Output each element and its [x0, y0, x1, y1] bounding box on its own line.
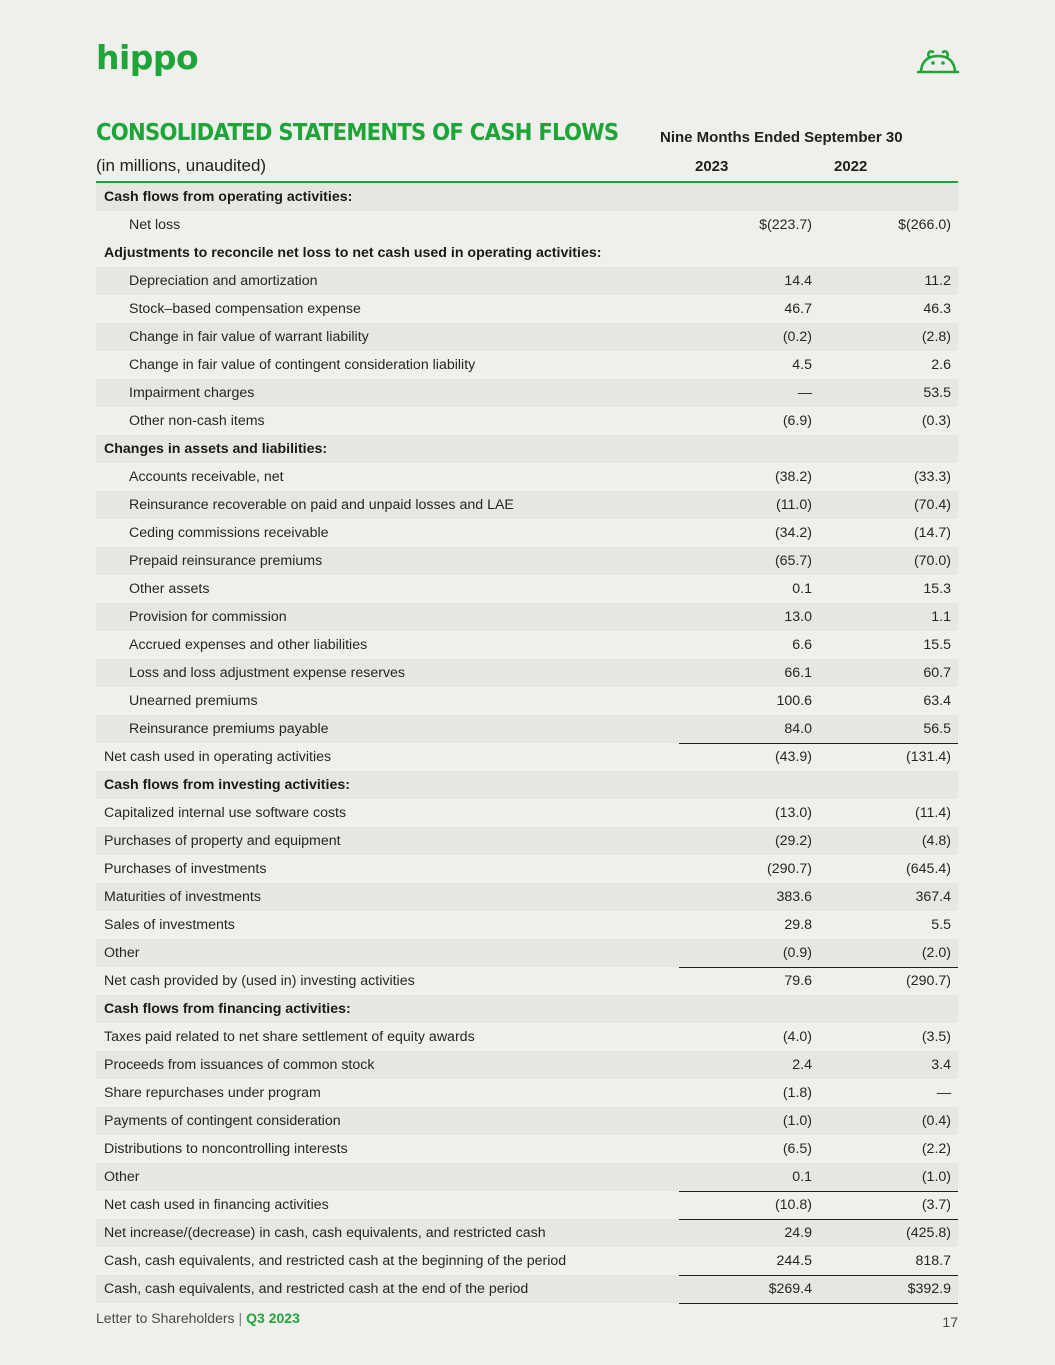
table-row — [96, 1023, 958, 1051]
row-label: Reinsurance recoverable on paid and unpaid losses and LAE — [129, 497, 514, 513]
value-2023: (1.0) — [782, 1113, 812, 1129]
row-label: Capitalized internal use software costs — [104, 805, 347, 821]
value-2022: 11.2 — [924, 273, 951, 289]
value-2022: $392.9 — [907, 1281, 951, 1297]
value-2023: — — [797, 385, 812, 401]
row-label: Cash, cash equivalents, and restricted cash at the end of the period — [104, 1281, 529, 1297]
value-2022: (33.3) — [913, 469, 951, 485]
table-row — [96, 659, 958, 687]
table-row — [96, 323, 958, 351]
row-label: Change in fair value of contingent consideration liability — [129, 357, 476, 373]
row-label: Net loss — [129, 217, 181, 233]
value-2023: (6.5) — [782, 1141, 812, 1157]
value-2023: $269.4 — [768, 1281, 812, 1297]
row-label: Cash, cash equivalents, and restricted cash at the beginning of the period — [104, 1253, 567, 1269]
table-row — [96, 1135, 958, 1163]
value-2022: (425.8) — [906, 1225, 951, 1241]
table-row — [96, 1191, 958, 1219]
table-row — [96, 603, 958, 631]
row-label: Loss and loss adjustment expense reserves — [129, 665, 406, 681]
value-2022: 56.5 — [923, 721, 951, 737]
table-row — [96, 939, 958, 967]
value-2023: 383.6 — [776, 889, 812, 905]
table-row — [96, 911, 958, 939]
value-2022: (2.0) — [921, 945, 951, 961]
row-label: Cash flows from financing activities: — [104, 1001, 351, 1017]
value-2023: (1.8) — [782, 1085, 812, 1101]
table-row — [96, 491, 958, 519]
table-row — [96, 1219, 958, 1247]
value-2023: (4.0) — [782, 1029, 812, 1045]
row-label: Net increase/(decrease) in cash, cash equivalents, and restricted cash — [104, 1225, 546, 1241]
value-2022: (3.5) — [921, 1029, 951, 1045]
row-label: Distributions to noncontrolling interests — [104, 1141, 348, 1157]
page-title: CONSOLIDATED STATEMENTS OF CASH FLOWS — [96, 120, 619, 146]
table-row — [96, 743, 958, 771]
row-label: Purchases of property and equipment — [104, 833, 341, 849]
value-2023: 24.9 — [784, 1225, 812, 1241]
value-2022: (2.8) — [921, 329, 951, 345]
value-2022: (14.7) — [913, 525, 951, 541]
value-2023: 79.6 — [784, 973, 812, 989]
row-label: Changes in assets and liabilities: — [104, 441, 328, 457]
row-label: Other non-cash items — [129, 413, 265, 429]
row-label: Maturities of investments — [104, 889, 261, 905]
value-2023: $(223.7) — [759, 217, 812, 233]
row-label: Accounts receivable, net — [129, 469, 284, 485]
row-label: Other — [104, 1169, 140, 1185]
footer-quarter: Q3 2023 — [246, 1310, 300, 1326]
row-label: Accrued expenses and other liabilities — [129, 637, 368, 653]
row-label: Net cash provided by (used in) investing activities — [104, 973, 415, 989]
value-2023: (38.2) — [774, 469, 812, 485]
value-2023: 13.0 — [784, 609, 812, 625]
table-row — [96, 211, 958, 239]
row-label: Stock–based compensation expense — [129, 301, 361, 317]
section-header-row — [96, 183, 958, 211]
value-2023: (11.0) — [775, 497, 812, 513]
value-2022: (70.4) — [913, 497, 951, 513]
table-row — [96, 1107, 958, 1135]
table-row — [96, 799, 958, 827]
table-row — [96, 547, 958, 575]
value-2022: — — [936, 1085, 951, 1101]
value-2023: (0.9) — [782, 945, 812, 961]
value-2023: 14.4 — [784, 273, 812, 289]
value-2023: 84.0 — [784, 721, 812, 737]
hippo-icon — [916, 47, 960, 75]
year-2022-header: 2022 — [834, 158, 868, 175]
table-row — [96, 1079, 958, 1107]
value-2022: 1.1 — [931, 609, 951, 625]
table-row — [96, 1163, 958, 1191]
value-2022: 46.3 — [923, 301, 951, 317]
table-row — [96, 715, 958, 743]
table-row — [96, 295, 958, 323]
value-2023: (65.7) — [774, 553, 812, 569]
table-row — [96, 883, 958, 911]
value-2023: 0.1 — [792, 1169, 812, 1185]
table-row — [96, 351, 958, 379]
row-label: Payments of contingent consideration — [104, 1113, 341, 1129]
row-label: Cash flows from investing activities: — [104, 777, 350, 793]
value-2023: (0.2) — [782, 329, 812, 345]
value-2022: (3.7) — [921, 1197, 951, 1213]
value-2022: 367.4 — [915, 889, 951, 905]
row-label: Prepaid reinsurance premiums — [129, 553, 323, 569]
table-row — [96, 267, 958, 295]
value-2023: 6.6 — [792, 637, 812, 653]
value-2023: (29.2) — [774, 833, 812, 849]
table-row — [96, 855, 958, 883]
row-label: Change in fair value of warrant liability — [129, 329, 369, 345]
row-label: Depreciation and amortization — [129, 273, 318, 289]
value-2023: (6.9) — [782, 413, 812, 429]
value-2023: 0.1 — [792, 581, 812, 597]
row-label: Other assets — [129, 581, 210, 597]
value-2023: (34.2) — [774, 525, 812, 541]
section-header-row — [96, 239, 958, 267]
value-2022: $(266.0) — [898, 217, 951, 233]
value-2022: 2.6 — [931, 357, 951, 373]
value-2022: 3.4 — [931, 1057, 951, 1073]
row-label: Ceding commissions receivable — [129, 525, 329, 541]
row-label: Provision for commission — [129, 609, 287, 625]
value-2022: 15.5 — [923, 637, 951, 653]
hippo-logo: hippo — [96, 38, 199, 77]
value-2023: (13.0) — [774, 805, 812, 821]
value-2023: 66.1 — [784, 665, 812, 681]
value-2022: (645.4) — [906, 861, 951, 877]
table-row — [96, 379, 958, 407]
page-subtitle: (in millions, unaudited) — [96, 156, 267, 175]
table-row — [96, 519, 958, 547]
year-2023-header: 2023 — [695, 158, 729, 175]
value-2022: 5.5 — [931, 917, 951, 933]
value-2022: (4.8) — [921, 833, 951, 849]
row-label: Cash flows from operating activities: — [104, 189, 353, 205]
period-header: Nine Months Ended September 30 — [660, 129, 903, 146]
row-label: Reinsurance premiums payable — [129, 721, 329, 737]
table-row — [96, 1275, 958, 1303]
table-row — [96, 631, 958, 659]
section-header-row — [96, 771, 958, 799]
value-2023: (43.9) — [774, 749, 812, 765]
table-row — [96, 1247, 958, 1275]
footer — [96, 1310, 300, 1326]
table-row — [96, 407, 958, 435]
value-2022: (0.3) — [921, 413, 951, 429]
footer-document-name: Letter to Shareholders — [96, 1310, 235, 1326]
table-row — [96, 463, 958, 491]
row-label: Taxes paid related to net share settlement of equity awards — [104, 1029, 475, 1045]
cash-flow-table — [96, 183, 958, 1303]
value-2023: (10.8) — [774, 1197, 812, 1213]
row-label: Other — [104, 945, 140, 961]
value-2022: (2.2) — [921, 1141, 951, 1157]
value-2023: 244.5 — [776, 1253, 812, 1269]
section-header-row — [96, 995, 958, 1023]
value-2022: (0.4) — [921, 1113, 951, 1129]
value-2023: (290.7) — [767, 861, 812, 877]
table-row — [96, 967, 958, 995]
value-2022: 818.7 — [915, 1253, 951, 1269]
value-2023: 46.7 — [784, 301, 812, 317]
value-2022: (70.0) — [913, 553, 951, 569]
value-2023: 4.5 — [792, 357, 812, 373]
value-2022: 53.5 — [923, 385, 951, 401]
row-label: Purchases of investments — [104, 861, 267, 877]
footer-separator: | — [238, 1310, 243, 1326]
row-label: Net cash used in operating activities — [104, 749, 332, 765]
table-row — [96, 687, 958, 715]
row-label: Unearned premiums — [129, 693, 258, 709]
table-row — [96, 1051, 958, 1079]
value-2022: (11.4) — [914, 805, 951, 821]
row-label: Net cash used in financing activities — [104, 1197, 329, 1213]
value-2022: (290.7) — [906, 973, 951, 989]
row-label: Sales of investments — [104, 917, 235, 933]
value-2023: 29.8 — [784, 917, 812, 933]
value-2022: (1.0) — [921, 1169, 951, 1185]
value-2022: (131.4) — [906, 749, 951, 765]
value-2022: 60.7 — [923, 665, 951, 681]
row-label: Proceeds from issuances of common stock — [104, 1057, 375, 1073]
row-label: Impairment charges — [129, 385, 255, 401]
table-row — [96, 827, 958, 855]
row-label: Adjustments to reconcile net loss to net cash used in operating activities: — [104, 245, 602, 261]
value-2023: 100.6 — [776, 693, 812, 709]
value-2023: 2.4 — [792, 1057, 812, 1073]
table-row — [96, 575, 958, 603]
page-number: 17 — [942, 1314, 958, 1330]
row-label: Share repurchases under program — [104, 1085, 321, 1101]
value-2022: 15.3 — [923, 581, 951, 597]
section-header-row — [96, 435, 958, 463]
value-2022: 63.4 — [923, 693, 951, 709]
